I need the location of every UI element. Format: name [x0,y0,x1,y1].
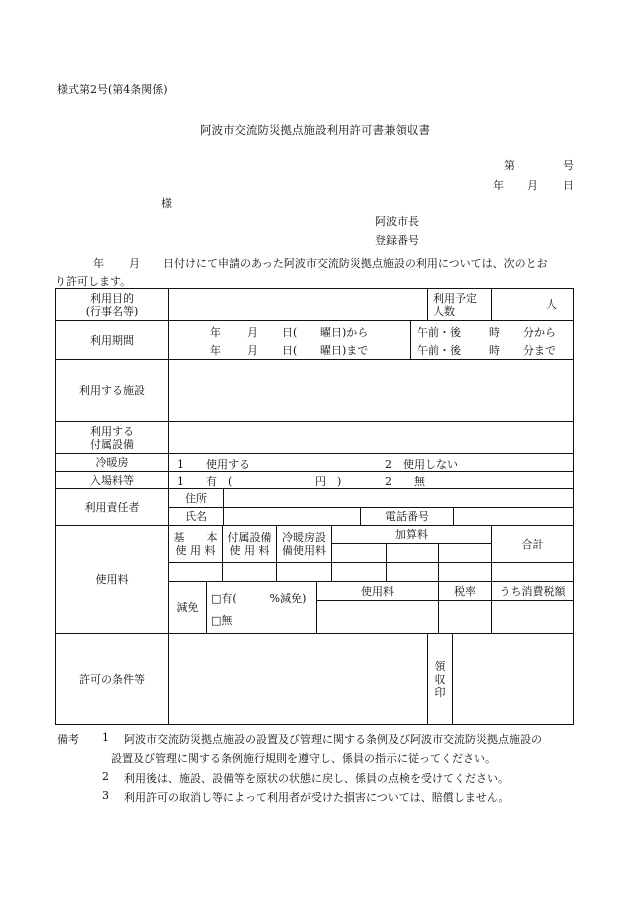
surcharge-header: 加算料 [395,528,428,541]
note-3-number: 3 [102,789,109,802]
intro-year: 年 [93,257,104,270]
intro-month: 月 [129,257,140,270]
form-number: 様式第2号(第4条関係) [57,83,168,96]
intro-line2: り許可します。 [55,275,132,288]
usage-fee-header: 使用料 [361,584,394,598]
note-1-number: 1 [102,731,109,744]
issuer: 阿波市長 [375,215,419,228]
addressee-sama: 様 [161,197,172,210]
name-label: 氏名 [185,510,207,523]
exemption-no-checkbox: □無 [211,614,233,627]
exemption-label: 減免 [176,601,199,614]
document-title: 阿波市交流防災拠点施設利用許可書兼領収書 [200,123,430,137]
period-from-hour: 時 [489,326,500,339]
note-2-text: 利用後は、施設、設備等を原状の状態に戻し、係員の点検を受けてください。 [124,772,509,785]
period-label: 利用期間 [90,333,134,347]
fee-label: 使用料 [95,573,129,586]
period-from-minute: 分から [523,326,556,339]
number-prefix: 第 [504,159,515,172]
period-to-hour: 時 [489,344,500,357]
note-1-line1: 阿波市交流防災拠点施設の設置及び管理に関する条例及び阿波市交流防災拠点施設の [124,733,542,746]
planned-count-label: 利用予定 人数 [433,291,477,318]
equipment-label: 利用する 付属設備 [90,424,134,451]
responsible-label: 利用責任者 [84,500,140,514]
period-to-ampm: 午前・後 [417,344,461,357]
address-label: 住所 [185,491,207,505]
period-to-year: 年 [210,344,221,357]
facility-label: 利用する施設 [79,384,145,397]
period-from-ampm: 午前・後 [417,326,461,339]
note-1-line2: 設置及び管理に関する条例施行規則を遵守し、係員の指示に従ってください。 [111,752,496,765]
note-2-number: 2 [102,770,109,783]
period-to-month: 月 [247,344,258,357]
tax-rate-header: 税率 [454,584,476,598]
period-to-minute: 分まで [523,344,556,357]
purpose-label: 利用目的 (行事名等) [85,291,139,318]
period-to-weekday: 曜日)まで [320,344,369,357]
period-from-weekday: 曜日)から [320,326,369,339]
intro-line1: 日付けにて申請のあった阿波市交流防災拠点施設の利用については、次のとお [163,257,548,270]
conditions-label: 許可の条件等 [79,672,145,686]
date-month: 月 [527,179,538,192]
period-from-day: 日( [282,326,298,339]
registration-number: 登録番号 [375,234,419,247]
consumption-tax-header: うち消費税額 [499,584,566,598]
admission-option-no: 2 無 [385,475,425,488]
receipt-stamp-label: 領 収 印 [434,659,446,699]
date-year: 年 [493,179,504,192]
phone-label: 電話番号 [385,510,429,523]
aircon-fee-header: 冷暖房設 備使用料 [282,531,326,557]
purpose-field [169,289,427,320]
aircon-option-use: 1 使用する [177,458,250,471]
admission-option-yes: 1 有 ( [177,475,233,488]
number-suffix: 号 [563,159,574,172]
aircon-option-nouse: 2 使用しない [385,458,458,471]
basic-fee-header: 基 本 使 用 料 [173,531,218,557]
notes-label: 備考 [57,733,79,746]
aircon-label: 冷暖房 [95,456,129,469]
equipment-fee-header: 付属設備 使 用 料 [227,531,272,557]
note-3-text: 利用許可の取消し等によって利用者が受けた損害については、賠償しません。 [124,791,510,804]
date-day: 日 [563,179,574,192]
person-unit: 人 [546,298,557,311]
period-from-month: 月 [247,326,258,339]
admission-label: 入場料等 [90,473,134,487]
total-header: 合計 [521,537,544,551]
admission-yen: 円 ) [315,475,342,488]
period-from-year: 年 [210,326,221,339]
period-to-day: 日( [282,344,298,357]
exemption-yes-checkbox: □有( %減免) [211,592,307,605]
